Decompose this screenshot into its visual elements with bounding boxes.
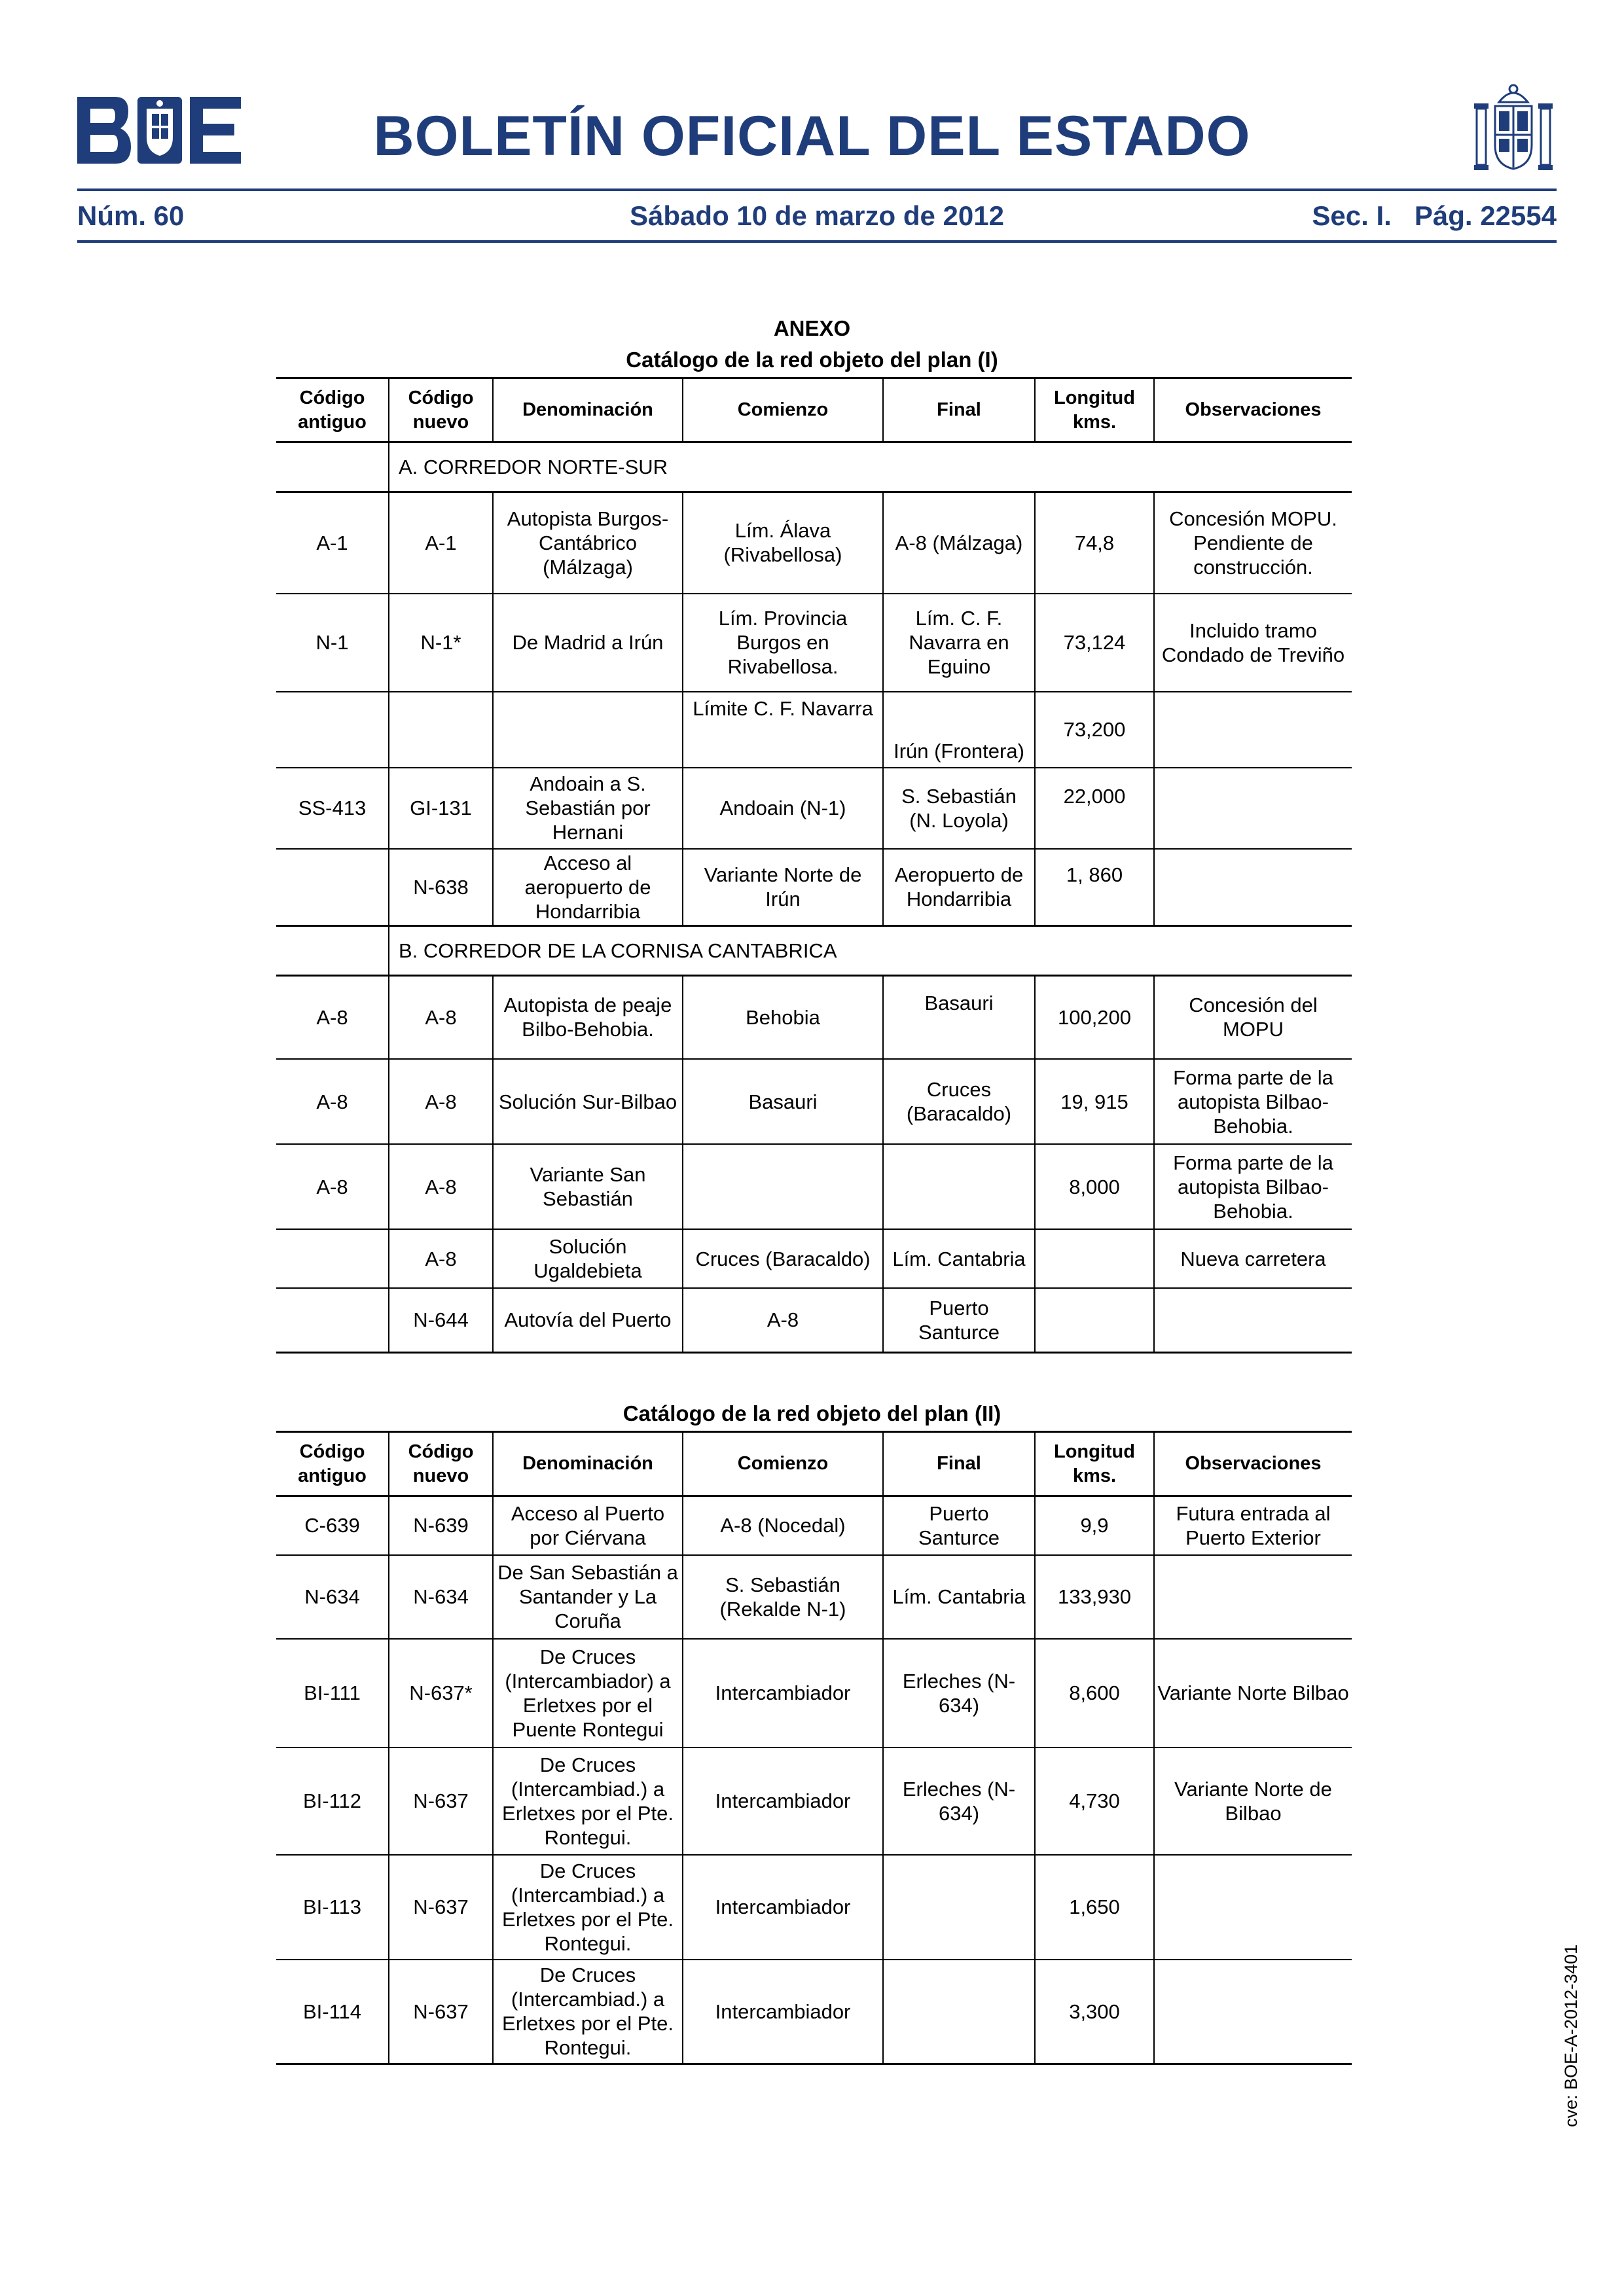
table-row: A-8 Solución Ugaldebieta Cruces (Baracaldo) Lím. Cantabria Nueva carretera: [276, 1229, 1352, 1288]
col-old-code: Código antiguo: [276, 378, 389, 442]
section-b-label: B. CORREDOR DE LA CORNISA CANTABRICA: [389, 925, 1352, 975]
header-rule-top: [77, 188, 1557, 191]
table-row: SS-413 GI-131 Andoain a S. Sebastián por Hernani Andoain (N-1) S. Sebastián (N. Loyola) 22,000: [276, 768, 1352, 849]
annex-heading: ANEXO: [773, 316, 851, 340]
header-meta: [77, 196, 1557, 236]
table-row: Límite C. F. Navarra Irún (Frontera) 73,200: [276, 692, 1352, 768]
table-header-row: [276, 378, 1352, 442]
table-row: BI-114 N-637 De Cruces (Intercambiad.) a Erletxes por el Pte. Rontegui. Intercambiador 3,300: [276, 1960, 1352, 2064]
catalog-1-title: Catálogo de la red objeto del plan (I): [626, 348, 998, 372]
table-row: A-8 A-8 Variante San Sebastián 8,000 Forma parte de la autopista Bilbao-Behobia.: [276, 1144, 1352, 1229]
section-a-label: A. CORREDOR NORTE-SUR: [389, 442, 1352, 492]
col-length: Longitud kms.: [1035, 378, 1154, 442]
col-notes: Observaciones: [1154, 1432, 1352, 1496]
col-new-code: Código nuevo: [389, 378, 493, 442]
table-row: C-639 N-639 Acceso al Puerto por Ciérvana A-8 (Nocedal) Puerto Santurce 9,9 Futura entrada al Puerto Exterior: [276, 1496, 1352, 1555]
table-row: A-8 A-8 Autopista de peaje Bilbo-Behobia. Behobia Basauri 100,200 Concesión del MOPU: [276, 975, 1352, 1059]
issue-date: Sábado 10 de marzo de 2012: [630, 200, 1004, 231]
cve-code-text: cve: BOE-A-2012-3401: [1561, 1944, 1581, 2127]
spanish-coat-of-arms-icon: [1473, 82, 1554, 173]
section-row: [276, 442, 1352, 492]
col-start: Comienzo: [683, 378, 883, 442]
col-notes: Observaciones: [1154, 378, 1352, 442]
table-header-row: [276, 1432, 1352, 1496]
table-row: N-644 Autovía del Puerto A-8 Puerto Santurce: [276, 1288, 1352, 1352]
table-row: A-1 A-1 Autopista Burgos-Cantábrico (Málzaga) Lím. Álava (Rivabellosa) A-8 (Málzaga) 74,8 Concesión MOPU. Pendiente de construcción.: [276, 492, 1352, 594]
table-row: N-1 N-1* De Madrid a Irún Lím. Provincia Burgos en Rivabellosa. Lím. C. F. Navarra en Eguino 73,124 Incluido tramo Condado de Treviño: [276, 594, 1352, 692]
table-row: BI-112 N-637 De Cruces (Intercambiad.) a Erletxes por el Pte. Rontegui. Intercambiador Erleches (N-634) 4,730 Variante Norte de Bilbao: [276, 1748, 1352, 1855]
table-row: BI-111 N-637* De Cruces (Intercambiador) a Erletxes por el Puente Rontegui Intercambiador Erleches (N-634) 8,600 Variante Norte Bilbao: [276, 1639, 1352, 1748]
cve-code: [1561, 1944, 1587, 2127]
catalog-table-1: [276, 377, 1352, 1354]
col-length: Longitud kms.: [1035, 1432, 1154, 1496]
issue-number: Núm. 60: [77, 200, 185, 231]
catalog-2-title: Catálogo de la red objeto del plan (II): [623, 1401, 1001, 1426]
col-end: Final: [883, 378, 1035, 442]
catalog-table-2: [276, 1431, 1352, 2065]
col-name: Denominación: [493, 378, 683, 442]
table-row: N-634 N-634 De San Sebastián a Santander y La Coruña S. Sebastián (Rekalde N-1) Lím. Cantabria 133,930: [276, 1555, 1352, 1639]
table-row: A-8 A-8 Solución Sur-Bilbao Basauri Cruces (Baracaldo) 19, 915 Forma parte de la autopista Bilbao-Behobia.: [276, 1059, 1352, 1144]
col-old-code: Código antiguo: [276, 1432, 389, 1496]
col-start: Comienzo: [683, 1432, 883, 1496]
section-page: Sec. I. Pág. 22554: [1312, 200, 1557, 231]
col-new-code: Código nuevo: [389, 1432, 493, 1496]
col-name: Denominación: [493, 1432, 683, 1496]
journal-title: BOLETÍN OFICIAL DEL ESTADO: [373, 105, 1251, 168]
section-row: [276, 925, 1352, 975]
table-row: N-638 Acceso al aeropuerto de Hondarribia Variante Norte de Irún Aeropuerto de Hondarribia 1, 860: [276, 849, 1352, 926]
header-rule-bottom: [77, 240, 1557, 243]
col-end: Final: [883, 1432, 1035, 1496]
table-row: BI-113 N-637 De Cruces (Intercambiad.) a Erletxes por el Pte. Rontegui. Intercambiador 1,650: [276, 1855, 1352, 1960]
